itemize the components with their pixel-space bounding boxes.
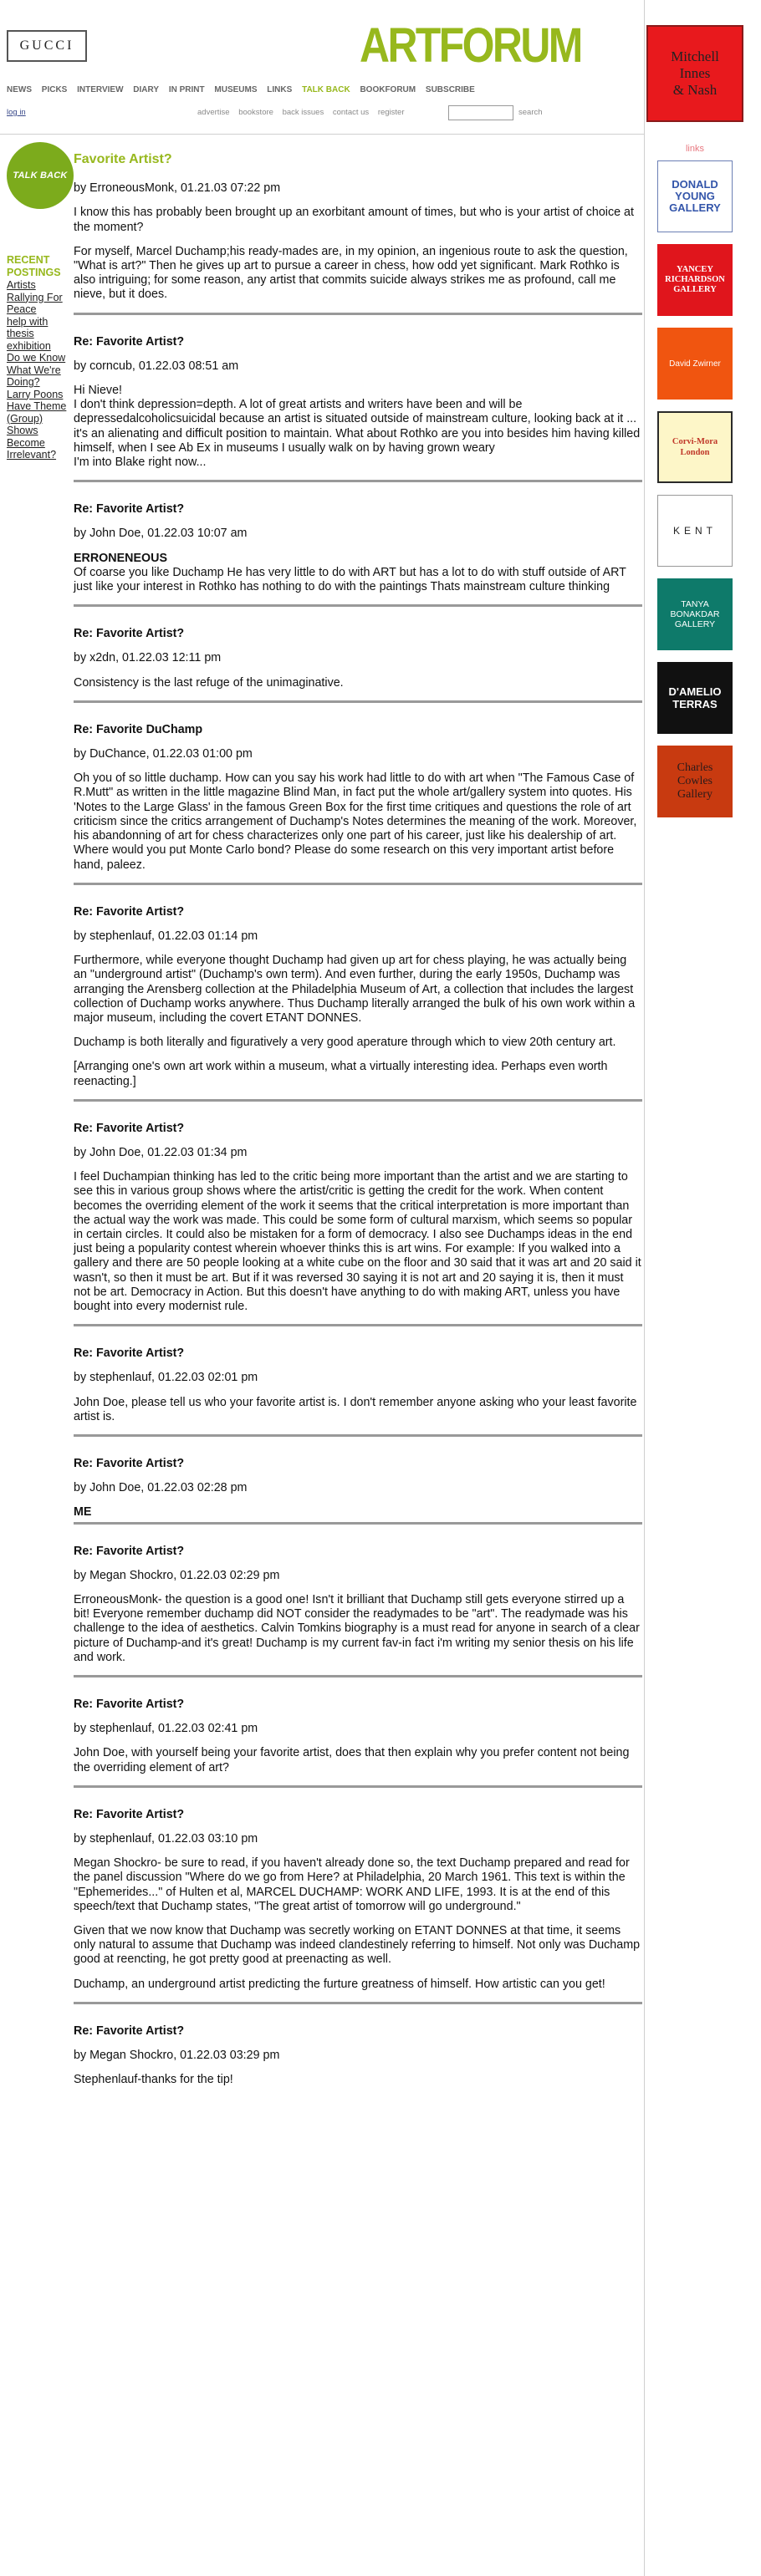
gallery-ad-cowles[interactable] xyxy=(657,746,733,817)
post-body xyxy=(74,1746,642,1774)
search-button[interactable]: search xyxy=(518,108,543,117)
post xyxy=(74,2024,642,2088)
post xyxy=(74,1457,642,1520)
nav-interview[interactable]: INTERVIEW xyxy=(77,85,124,94)
post-paragraph: Furthermore, while everyone thought Duchamp had given up art for chess playing, he was actually being an "underground artist" (Duchamp's own term). And even further, during the early 1950s, Duchamp was arranging the Arensberg collection at the Philadelphia Museum of Art, a collection that includes the largest collection of Duchamp works anywhere. Thus Duchamp literally arranged the bulk of his own work within a major museum, including the covert ETANT DONNES. xyxy=(74,954,636,1025)
post xyxy=(74,1545,642,1665)
post-title: Re: Favorite Artist? xyxy=(74,1807,185,1821)
right-column xyxy=(654,25,736,829)
recent-postings-heading: RECENT POSTINGS xyxy=(7,254,61,278)
utility-register[interactable]: register xyxy=(377,108,405,117)
post-divider xyxy=(74,1324,642,1326)
post-paragraph: Hi Nieve! xyxy=(74,384,122,398)
post xyxy=(74,152,642,303)
post-meta: by ErroneousMonk, 01.21.03 07:22 pm xyxy=(74,181,281,196)
post-paragraph: I know this has probably been brought up an exorbitant amount of times, but who is your artist of choice at the moment? xyxy=(74,206,634,234)
nav-picks[interactable]: PICKS xyxy=(41,85,68,94)
gallery-ad-text: GALLERY xyxy=(673,285,717,294)
post-meta: by corncub, 01.22.03 08:51 am xyxy=(74,359,239,373)
gallery-ads xyxy=(654,160,736,817)
post-title: Re: Favorite Artist? xyxy=(74,904,185,919)
talk-back-badge-text: TALK BACK xyxy=(13,171,68,181)
gallery-ad-text: DONALD xyxy=(672,178,718,191)
post-divider xyxy=(74,700,642,703)
post-title: Re: Favorite Artist? xyxy=(74,1698,185,1712)
post-title: Re: Favorite Artist? xyxy=(74,502,185,517)
post-meta: by stephenlauf, 01.22.03 02:41 pm xyxy=(74,1722,258,1736)
utility-back-issues[interactable]: back issues xyxy=(282,108,324,117)
recent-postings xyxy=(7,254,72,461)
utility-contact-us[interactable]: contact us xyxy=(332,108,370,117)
post-body xyxy=(74,676,642,690)
post-paragraph: I feel Duchampian thinking has led to the critic being more important than the artist and we are starting to see this in various group shows where the artist/critic is getting the credit for the work. When content becomes the overriding element of the work it seems that the critical interpretation is more important than the actual way the work was made. This could be some form of cultural marxism, which seems so popular in certain circles. It could also be mistaken for a form of democracy. I also see Duchamps ideas in the end just being a popularity contest wherein whoever thinks this is art wins. For example: If you walked into a gallery and there are 50 people looking at a white cube on the floor and 30 said that it was art and 20 said it wasn't, so then it must be art. But if it was reversed 30 saying it is not art and 20 saying it is, then it must not be art. Democracy in Action. But this doesn't have anything to do with making ART, unless you have bought into every modernist rule. xyxy=(74,1170,641,1313)
gallery-ad-text: London xyxy=(680,448,710,457)
post-divider xyxy=(74,480,642,482)
post-meta: by John Doe, 01.22.03 10:07 am xyxy=(74,527,248,541)
mitchell-ad-line-2: Innes xyxy=(679,65,711,81)
site-header xyxy=(0,0,642,134)
post-paragraph: Of coarse you like Duchamp He has very little to do with ART but has a lot to do with stuff outside of ART just like your interest in Rothko has nothing to do with the paintings Thats mainstream culture thinking xyxy=(74,565,626,594)
gallery-ad-text: Corvi-Mora xyxy=(672,437,718,446)
gallery-ad-corvi[interactable] xyxy=(657,411,733,483)
post-meta: by DuChance, 01.22.03 01:00 pm xyxy=(74,747,253,761)
post-divider xyxy=(74,1434,642,1437)
post-body xyxy=(74,384,642,470)
gallery-ad-text: D'AMELIO xyxy=(668,685,722,698)
search-input[interactable] xyxy=(448,105,513,120)
post-body xyxy=(74,206,642,302)
post-paragraph: [Arranging one's own art work within a museum, what a virtually interesting idea. Perhaps even worth reenacting.] xyxy=(74,1060,608,1088)
post-meta: by stephenlauf, 01.22.03 02:01 pm xyxy=(74,1371,258,1385)
nav-links[interactable]: LINKS xyxy=(267,85,293,94)
post-paragraph: Megan Shockro- be sure to read, if you haven't already done so, the text Duchamp prepared and read for the panel discussion "Where do we go from Here? at Philadelphia, 20 March 1961. This text is within the "Ephemerides..." of Hulten et al, MARCEL DUCHAMP: WORK AND LIFE, 1993. It is at the end of this speech/text that Duchamp states, "The great artist of tomorrow will go underground." xyxy=(74,1856,630,1913)
talk-back-badge xyxy=(7,142,74,209)
recent-link-larry-poons[interactable]: Larry Poons Have Theme (Group) Shows Become Irrelevant? xyxy=(7,388,67,461)
post xyxy=(74,502,642,594)
main-nav xyxy=(7,85,483,94)
gallery-ad-text: KENT xyxy=(672,525,717,537)
post xyxy=(74,1122,642,1314)
gallery-ad-text: GALLERY xyxy=(669,201,721,214)
post xyxy=(74,1808,642,1992)
post-divider xyxy=(74,313,642,315)
post-title: Re: Favorite Artist? xyxy=(74,2024,185,2038)
links-label: links xyxy=(685,144,704,154)
gallery-ad-text: TERRAS xyxy=(672,698,718,710)
gallery-ad-text: YANCEY xyxy=(677,265,713,274)
post-divider xyxy=(74,1522,642,1525)
post xyxy=(74,627,642,690)
post-body xyxy=(74,552,642,595)
post-paragraph: For myself, Marcel Duchamp;his ready-mades are, in my opinion, an ingenious route to ask the question, "What is art?" Then he gives up art to pursue a career in chess, how odd yet significant. Mark Rothko is also intriguing; for some reason, any artist that commits suicide always strikes me as profound, call me nieve, but it does. xyxy=(74,244,628,302)
post-body xyxy=(74,1856,642,1992)
post-paragraph: John Doe, with yourself being your favorite artist, does that then explain why you prefer content not being the overriding element of art? xyxy=(74,1746,630,1774)
post-title: Favorite Artist? xyxy=(74,152,172,166)
mitchell-ad-line-3: & Nash xyxy=(672,82,718,98)
gallery-ad-text: TANYA xyxy=(681,599,709,609)
nav-news[interactable]: NEWS xyxy=(7,85,32,94)
gallery-ad-text: YOUNG xyxy=(675,190,715,202)
gallery-ad-text: Charles xyxy=(677,761,713,774)
post-body xyxy=(74,954,642,1089)
post-title: Re: Favorite DuChamp xyxy=(74,722,203,736)
recent-link-artists-rallying[interactable]: Artists Rallying For Peace xyxy=(7,279,63,315)
utility-links xyxy=(197,108,411,117)
gallery-ad-young[interactable] xyxy=(657,160,733,232)
post-body xyxy=(74,2073,642,2087)
mitchell-ad-line-1: Mitchell xyxy=(671,48,719,64)
post-divider xyxy=(74,1675,642,1677)
post-title: Re: Favorite Artist? xyxy=(74,1347,185,1361)
nav-bookforum[interactable]: BOOKFORUM xyxy=(360,85,416,94)
nav-in-print[interactable]: IN PRINT xyxy=(168,85,205,94)
post-meta: by John Doe, 01.22.03 02:28 pm xyxy=(74,1481,248,1495)
utility-advertise[interactable]: advertise xyxy=(197,108,230,117)
post-paragraph: Duchamp is both literally and figuratively a very good aperature through which to view 20th century art. xyxy=(74,1036,616,1050)
post xyxy=(74,723,642,873)
header-divider xyxy=(0,134,644,135)
gallery-ad-text: David Zwirner xyxy=(669,359,721,369)
post-paragraph: John Doe, please tell us who your favorite artist is. I don't remember anyone asking who your least favorite artist is. xyxy=(74,1395,637,1423)
utility-bar xyxy=(7,105,642,124)
post-meta: by x2dn, 01.22.03 12:11 pm xyxy=(74,651,222,665)
post-paragraph: ME xyxy=(74,1505,92,1520)
post-paragraph: Oh you of so little duchamp. How can you say his work had little to do with art when "The Famous Case of R.Mutt" as written in the little magazine Blind Man, in fact put the whole art/gallery system into quotes. His 'Notes to the Large Glass' in the famous Green Box for the first time critiques and questions the role of art criticism since the critics arrangement of Duchamp's Notes determines the meaning of the work. Moreover, his abandonning of art for chess characterizes only one part of his career, just like his dealership of art. Where would you put Monte Carlo bond? Please do some research on this very important artist before hand, paleez. xyxy=(74,771,637,872)
post-title: Re: Favorite Artist? xyxy=(74,334,185,349)
post-paragraph: Duchamp, an underground artist predicting the furture greatness of himself. How artistic can you get! xyxy=(74,1977,605,1991)
post xyxy=(74,1698,642,1775)
post-body xyxy=(74,1505,642,1520)
login-link[interactable]: log in xyxy=(7,108,26,117)
post-body xyxy=(74,771,642,872)
post xyxy=(74,1347,642,1424)
nav-talk-back[interactable]: TALK BACK xyxy=(302,85,350,94)
gallery-ad-text: RICHARDSON xyxy=(665,275,725,284)
post xyxy=(74,335,642,471)
post-body xyxy=(74,1170,642,1314)
gallery-ad-bonakdar[interactable] xyxy=(657,578,733,650)
post-body xyxy=(74,1396,642,1424)
gallery-ad-zwirner[interactable] xyxy=(657,328,733,400)
post-paragraph: ERRONENEOUS xyxy=(74,551,168,565)
nav-museums[interactable]: MUSEUMS xyxy=(214,85,258,94)
gucci-ad-text: GUCCI xyxy=(19,38,74,53)
utility-bookstore[interactable]: bookstore xyxy=(238,108,273,117)
gallery-ad-yancey[interactable] xyxy=(657,244,733,316)
post-meta: by Megan Shockro, 01.22.03 03:29 pm xyxy=(74,2049,280,2063)
nav-diary[interactable]: DIARY xyxy=(133,85,160,94)
thread xyxy=(74,152,642,2097)
post-title: Re: Favorite Artist? xyxy=(74,627,185,641)
gallery-ad-text: GALLERY xyxy=(674,619,716,629)
post-meta: by Megan Shockro, 01.22.03 02:29 pm xyxy=(74,1568,280,1582)
post-meta: by stephenlauf, 01.22.03 03:10 pm xyxy=(74,1832,258,1846)
recent-link-thesis-exhibition[interactable]: help with thesis exhibition xyxy=(7,315,51,352)
post-title: Re: Favorite Artist? xyxy=(74,1544,185,1558)
recent-link-know-what-doing[interactable]: Do we Know What We're Doing? xyxy=(7,352,66,388)
gallery-ad-kent[interactable] xyxy=(657,495,733,567)
post-paragraph: Consistency is the last refuge of the unimaginative. xyxy=(74,675,344,690)
post-divider xyxy=(74,2002,642,2004)
post-paragraph: ErroneousMonk- the question is a good one! Isn't it brilliant that Duchamp still gets everyone stirred up a bit! Everyone remember duchamp did NOT consider the readymades to be "art". The readymade was his challenge to the idea of aesthetics. Calvin Tomkins biography is a must read for anyone in search of a clear picture of Duchamp-and it's great! Duchamp is my current fav-in fact i'm writing my senior thesis on his life and work. xyxy=(74,1593,640,1664)
post-divider xyxy=(74,1785,642,1788)
post xyxy=(74,905,642,1089)
gallery-ad-damelio[interactable] xyxy=(657,662,733,734)
artforum-logo[interactable]: ARTFORUM xyxy=(360,18,581,73)
post-divider xyxy=(74,883,642,885)
gallery-ad-text: Cowles xyxy=(677,775,712,787)
nav-subscribe[interactable]: SUBSCRIBE xyxy=(425,85,475,94)
gallery-ad-text: BONAKDAR xyxy=(670,609,720,619)
post-meta: by John Doe, 01.22.03 01:34 pm xyxy=(74,1145,248,1159)
post-meta: by stephenlauf, 01.22.03 01:14 pm xyxy=(74,929,258,943)
post-paragraph: Stephenlauf-thanks for the tip! xyxy=(74,2073,233,2087)
mitchell-innes-nash-ad[interactable] xyxy=(646,25,743,122)
right-column-divider xyxy=(644,0,645,2576)
post-paragraph: Given that we now know that Duchamp was secretly working on ETANT DONNES at that time, it seems only natural to assume that Duchamp was indeed clandestinely referring to himself. Not only was Duchamp good at reencting, he got pretty good at preenacting as well. xyxy=(74,1924,641,1967)
gucci-ad-banner[interactable] xyxy=(7,30,87,62)
post-title: Re: Favorite Artist? xyxy=(74,1456,185,1470)
post-title: Re: Favorite Artist? xyxy=(74,1121,185,1135)
post-body xyxy=(74,1593,642,1665)
post-divider xyxy=(74,604,642,607)
post-paragraph: I don't think depression=depth. A lot of great artists and writers have been and will be depressedalcoholicsuicidal because an artist is situated outside of mainstream culture, looking back at it ... it's an alienating and difficult position to maintain. What about Rothko are you into besides him having killed himself, when I see Ab Ex in museums I usually walk on by having grown weary xyxy=(74,398,641,455)
post-divider xyxy=(74,1099,642,1102)
post-paragraph: I'm into Blake right now... xyxy=(74,456,207,470)
gallery-ad-text: Gallery xyxy=(677,788,712,801)
